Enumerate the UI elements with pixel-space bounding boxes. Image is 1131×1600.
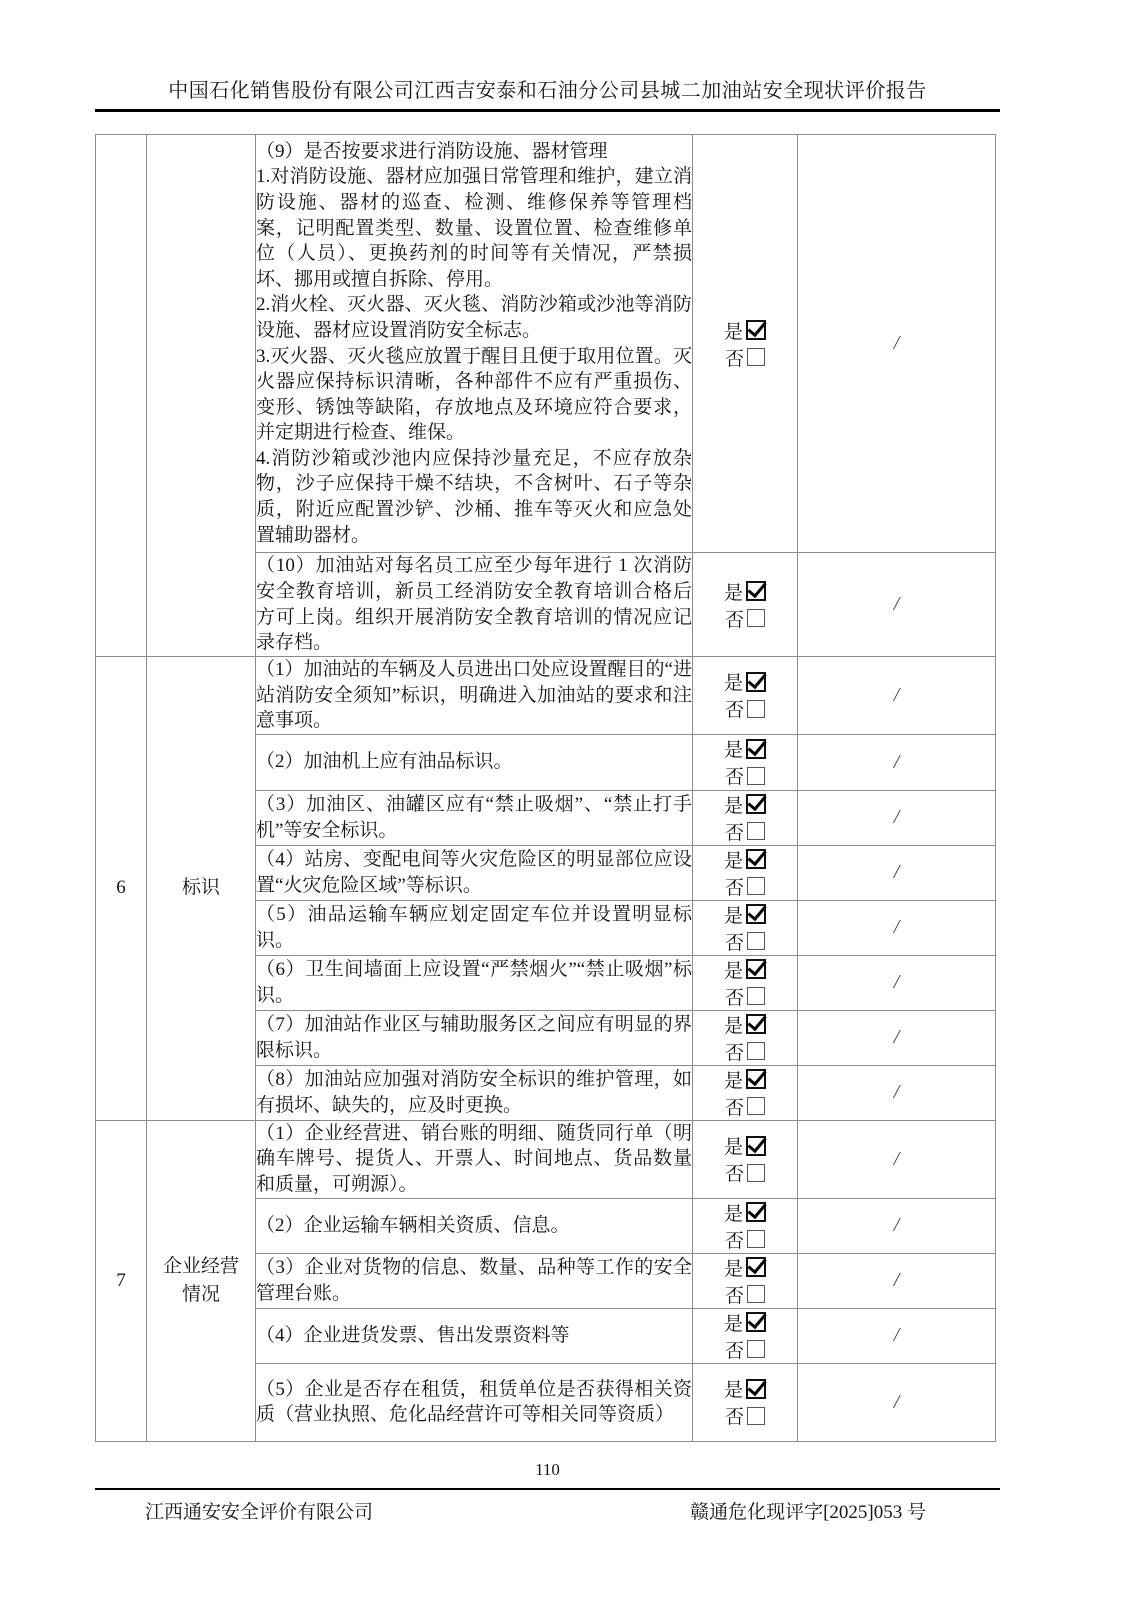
no-checkbox[interactable] bbox=[747, 987, 765, 1005]
no-checkbox[interactable] bbox=[747, 1097, 765, 1115]
safety-checklist-table bbox=[95, 134, 996, 1442]
remark-cell bbox=[798, 1198, 996, 1253]
remark-cell bbox=[798, 1010, 996, 1065]
yes-checkbox[interactable] bbox=[746, 1014, 766, 1034]
remark-value: / bbox=[893, 750, 900, 773]
item-paragraph: 4.消防沙箱或沙池内应保持沙量充足，不应存放杂物，沙子应保持干燥不结块，不含树叶、石子等杂质，附近应配置沙铲、沙桶、推车等灭火和应急处置辅助器材。 bbox=[256, 447, 692, 546]
category-cell bbox=[147, 657, 256, 1121]
remark-value: / bbox=[893, 1147, 900, 1170]
item-description-cell bbox=[256, 900, 693, 955]
no-option-row bbox=[693, 1093, 797, 1120]
remark-value: / bbox=[893, 1324, 900, 1347]
yes-option-row bbox=[693, 846, 797, 873]
remark-cell bbox=[798, 553, 996, 657]
yes-option-row bbox=[693, 1132, 797, 1159]
item-paragraph: （7）加油站作业区与辅助服务区之间应有明显的界限标识。 bbox=[256, 1014, 692, 1061]
no-label: 否 bbox=[724, 987, 744, 1009]
remark-value: / bbox=[893, 593, 900, 615]
yes-option-row bbox=[693, 1011, 797, 1038]
no-option-row bbox=[693, 344, 797, 371]
item-paragraph: 2.消火栓、灭火器、灭火毯、消防沙箱或沙池等消防设施、器材应设置消防安全标志。 bbox=[256, 294, 692, 341]
doc-footer bbox=[95, 1497, 1000, 1524]
item-paragraph: （5）企业是否存在租赁，租赁单位是否获得相关资质（营业执照、危化品经营许可等相关同等资质） bbox=[256, 1378, 692, 1426]
no-checkbox[interactable] bbox=[747, 348, 765, 366]
yes-checkbox[interactable] bbox=[746, 1069, 766, 1089]
item-description-cell bbox=[256, 1253, 693, 1308]
footer-company: 江西通安安全评价有限公司 bbox=[145, 1502, 374, 1523]
yes-option-row bbox=[693, 1309, 797, 1336]
no-label: 否 bbox=[724, 822, 744, 844]
yes-checkbox[interactable] bbox=[746, 581, 766, 601]
no-checkbox[interactable] bbox=[747, 609, 765, 627]
no-label: 否 bbox=[724, 767, 744, 789]
no-option-row bbox=[693, 818, 797, 845]
item-description-cell bbox=[256, 1010, 693, 1065]
checkbox-cell bbox=[693, 1198, 798, 1253]
yes-checkbox[interactable] bbox=[746, 672, 766, 692]
no-label: 否 bbox=[724, 609, 744, 631]
table-row bbox=[96, 657, 996, 735]
checkbox-cell bbox=[693, 790, 798, 845]
no-option-row bbox=[693, 695, 797, 722]
checkbox-cell bbox=[693, 1065, 798, 1120]
no-label: 否 bbox=[724, 877, 744, 899]
item-description-cell bbox=[256, 955, 693, 1010]
item-paragraph: （1）加油站的车辆及人员进出口处应设置醒目的“进站消防安全须知”标识，明确进入加油站的要求和注意事项。 bbox=[256, 659, 692, 732]
no-checkbox[interactable] bbox=[747, 700, 765, 718]
no-label: 否 bbox=[724, 1285, 744, 1307]
item-paragraph: 1.对消防设施、器材应加强日常管理和维护，建立消防设施、器材的巡查、检测、维修保养等管理档案，记明配置类型、数量、设置位置、检查维修单位（人员）、更换药剂的时间等有关情况，严禁损坏、挪用或擅自拆除、停用。 bbox=[256, 166, 692, 290]
checkbox-cell bbox=[693, 1253, 798, 1308]
no-option-row bbox=[693, 1226, 797, 1253]
item-paragraph: （4）站房、变配电间等火灾危险区的明显部位应设置“火灾危险区域”等标识。 bbox=[256, 849, 692, 896]
footer-rule bbox=[95, 1488, 1000, 1490]
item-paragraph: （3）企业对货物的信息、数量、品种等工作的安全管理台账。 bbox=[256, 1257, 692, 1304]
yes-option-row bbox=[693, 578, 797, 605]
yes-label: 是 bbox=[723, 321, 743, 343]
category-cell bbox=[147, 1120, 256, 1441]
yes-label: 是 bbox=[723, 1203, 743, 1225]
item-paragraph: （10）加油站对每名员工应至少每年进行 1 次消防安全教育培训，新员工经消防安全教育培训合格后方可上岗。组织开展消防安全教育培训的情况应记录存档。 bbox=[256, 555, 692, 654]
remark-cell bbox=[798, 1308, 996, 1363]
yes-label: 是 bbox=[723, 1070, 743, 1092]
item-description-cell bbox=[256, 845, 693, 900]
yes-checkbox[interactable] bbox=[746, 1257, 766, 1277]
row-number-cell: 6 bbox=[96, 657, 147, 1121]
remark-cell bbox=[798, 900, 996, 955]
no-option-row bbox=[693, 983, 797, 1010]
yes-label: 是 bbox=[723, 740, 743, 762]
yes-option-row bbox=[693, 735, 797, 762]
no-checkbox[interactable] bbox=[747, 1042, 765, 1060]
row-number-cell bbox=[96, 135, 147, 657]
category-label: 企业经营情况 bbox=[162, 1255, 239, 1305]
no-label: 否 bbox=[724, 1042, 744, 1064]
item-paragraph: （6）卫生间墙面上应设置“严禁烟火”“禁止吸烟”标识。 bbox=[256, 959, 692, 1006]
remark-cell bbox=[798, 790, 996, 845]
yes-label: 是 bbox=[723, 905, 743, 927]
no-checkbox[interactable] bbox=[747, 1164, 765, 1182]
no-option-row bbox=[693, 1159, 797, 1186]
remark-value: / bbox=[893, 1269, 900, 1292]
yes-label: 是 bbox=[723, 1313, 743, 1335]
item-paragraph: 3.灭火器、灭火毯应放置于醒目且便于取用位置。灭火器应保持标识清晰，各种部件不应有严重损伤、变形、锈蚀等缺陷，存放地点及环境应符合要求，并定期进行检查、维保。 bbox=[256, 345, 692, 444]
no-label: 否 bbox=[724, 1097, 744, 1119]
no-option-row bbox=[693, 1038, 797, 1065]
no-option-row bbox=[693, 1336, 797, 1363]
item-paragraph: （2）企业运输车辆相关资质、信息。 bbox=[256, 1214, 570, 1236]
yes-label: 是 bbox=[723, 582, 743, 604]
remark-cell bbox=[798, 1253, 996, 1308]
item-description-cell bbox=[256, 1065, 693, 1120]
no-checkbox[interactable] bbox=[747, 767, 765, 785]
remark-value: / bbox=[893, 861, 900, 884]
yes-label: 是 bbox=[723, 1258, 743, 1280]
row-number-cell: 7 bbox=[96, 1120, 147, 1441]
remark-value: / bbox=[893, 971, 900, 994]
yes-label: 是 bbox=[723, 1137, 743, 1159]
checkbox-cell bbox=[693, 1010, 798, 1065]
yes-option-row bbox=[693, 1254, 797, 1281]
no-option-row bbox=[693, 1281, 797, 1308]
yes-label: 是 bbox=[723, 1015, 743, 1037]
remark-value: / bbox=[893, 1214, 900, 1237]
item-description-cell bbox=[256, 553, 693, 657]
yes-checkbox[interactable] bbox=[746, 904, 766, 924]
checkbox-cell bbox=[693, 657, 798, 735]
remark-value: / bbox=[893, 1081, 900, 1104]
yes-checkbox[interactable] bbox=[746, 1312, 766, 1332]
yes-checkbox[interactable] bbox=[746, 849, 766, 869]
item-description-cell bbox=[256, 657, 693, 735]
remark-cell bbox=[798, 657, 996, 735]
checkbox-cell bbox=[693, 1363, 798, 1441]
yes-option-row bbox=[693, 668, 797, 695]
category-cell bbox=[147, 135, 256, 657]
item-description-cell bbox=[256, 1363, 693, 1441]
item-description-cell bbox=[256, 790, 693, 845]
checkbox-cell bbox=[693, 734, 798, 790]
table-row bbox=[96, 1120, 996, 1198]
remark-value: / bbox=[893, 916, 900, 939]
table-row bbox=[96, 135, 996, 553]
remark-cell bbox=[798, 734, 996, 790]
no-option-row bbox=[693, 605, 797, 632]
no-label: 否 bbox=[724, 1230, 744, 1252]
item-description-cell bbox=[256, 1120, 693, 1198]
checklist-body bbox=[96, 135, 996, 1442]
remark-value: / bbox=[893, 683, 900, 706]
header-rule bbox=[95, 109, 1000, 112]
yes-checkbox[interactable] bbox=[746, 1136, 766, 1156]
yes-option-row bbox=[693, 1199, 797, 1226]
remark-value: / bbox=[893, 1026, 900, 1049]
item-description-cell bbox=[256, 1198, 693, 1253]
page-number: 110 bbox=[535, 1460, 560, 1479]
yes-checkbox[interactable] bbox=[746, 320, 766, 340]
no-checkbox[interactable] bbox=[747, 932, 765, 950]
yes-option-row bbox=[693, 791, 797, 818]
checkbox-cell bbox=[693, 1120, 798, 1198]
remark-cell bbox=[798, 1120, 996, 1198]
item-description-cell bbox=[256, 734, 693, 790]
remark-cell bbox=[798, 1363, 996, 1441]
checkbox-cell bbox=[693, 553, 798, 657]
no-option-row bbox=[693, 1402, 797, 1429]
no-label: 否 bbox=[724, 1164, 744, 1186]
item-description-cell bbox=[256, 135, 693, 553]
no-checkbox[interactable] bbox=[747, 822, 765, 840]
no-option-row bbox=[693, 762, 797, 789]
yes-label: 是 bbox=[723, 960, 743, 982]
no-checkbox[interactable] bbox=[747, 1340, 765, 1358]
item-description-cell bbox=[256, 1308, 693, 1363]
yes-label: 是 bbox=[723, 795, 743, 817]
no-label: 否 bbox=[724, 1340, 744, 1362]
category-label: 标识 bbox=[181, 877, 220, 899]
item-paragraph: （9）是否按要求进行消防设施、器材管理 bbox=[256, 140, 608, 162]
no-label: 否 bbox=[724, 932, 744, 954]
no-option-row bbox=[693, 873, 797, 900]
footer-doc-number: 赣通危化现评字[2025]053 号 bbox=[690, 1502, 926, 1523]
no-label: 否 bbox=[724, 348, 744, 370]
no-checkbox[interactable] bbox=[747, 1407, 765, 1425]
remark-cell bbox=[798, 955, 996, 1010]
item-paragraph: （2）加油机上应有油品标识。 bbox=[256, 751, 513, 773]
yes-label: 是 bbox=[723, 1380, 743, 1402]
no-checkbox[interactable] bbox=[747, 1285, 765, 1303]
yes-checkbox[interactable] bbox=[746, 959, 766, 979]
yes-option-row bbox=[693, 317, 797, 344]
no-label: 否 bbox=[724, 700, 744, 722]
yes-label: 是 bbox=[723, 850, 743, 872]
item-paragraph: （1）企业经营进、销台账的明细、随货同行单（明确车牌号、提货人、开票人、时间地点、货品数量和质量，可朔源）。 bbox=[256, 1122, 692, 1196]
item-paragraph: （4）企业进货发票、售出发票资料等 bbox=[256, 1324, 570, 1346]
yes-option-row bbox=[693, 1375, 797, 1402]
remark-cell bbox=[798, 135, 996, 553]
checkbox-cell bbox=[693, 900, 798, 955]
checkbox-cell bbox=[693, 845, 798, 900]
no-label: 否 bbox=[724, 1407, 744, 1429]
remark-cell bbox=[798, 845, 996, 900]
yes-option-row bbox=[693, 1066, 797, 1093]
remark-value: / bbox=[893, 1390, 900, 1413]
yes-option-row bbox=[693, 901, 797, 928]
yes-checkbox[interactable] bbox=[746, 739, 766, 759]
item-paragraph: （5）油品运输车辆应划定固定车位并设置明显标识。 bbox=[256, 904, 692, 951]
yes-option-row bbox=[693, 956, 797, 983]
checkbox-cell bbox=[693, 955, 798, 1010]
item-paragraph: （8）加油站应加强对消防安全标识的维护管理，如有损坏、缺失的，应及时更换。 bbox=[256, 1069, 692, 1116]
checkbox-cell bbox=[693, 135, 798, 553]
yes-checkbox[interactable] bbox=[746, 1379, 766, 1399]
yes-checkbox[interactable] bbox=[746, 794, 766, 814]
item-paragraph: （3）加油区、油罐区应有“禁止吸烟”、“禁止打手机”等安全标识。 bbox=[256, 794, 692, 841]
no-checkbox[interactable] bbox=[747, 1230, 765, 1248]
yes-checkbox[interactable] bbox=[746, 1202, 766, 1222]
remark-value: / bbox=[893, 806, 900, 829]
no-option-row bbox=[693, 928, 797, 955]
remark-value: / bbox=[893, 332, 900, 354]
yes-label: 是 bbox=[723, 673, 743, 695]
no-checkbox[interactable] bbox=[747, 877, 765, 895]
remark-cell bbox=[798, 1065, 996, 1120]
checkbox-cell bbox=[693, 1308, 798, 1363]
page-title: 中国石化销售股份有限公司江西吉安泰和石油分公司县城二加油站安全现状评价报告 bbox=[168, 80, 927, 102]
